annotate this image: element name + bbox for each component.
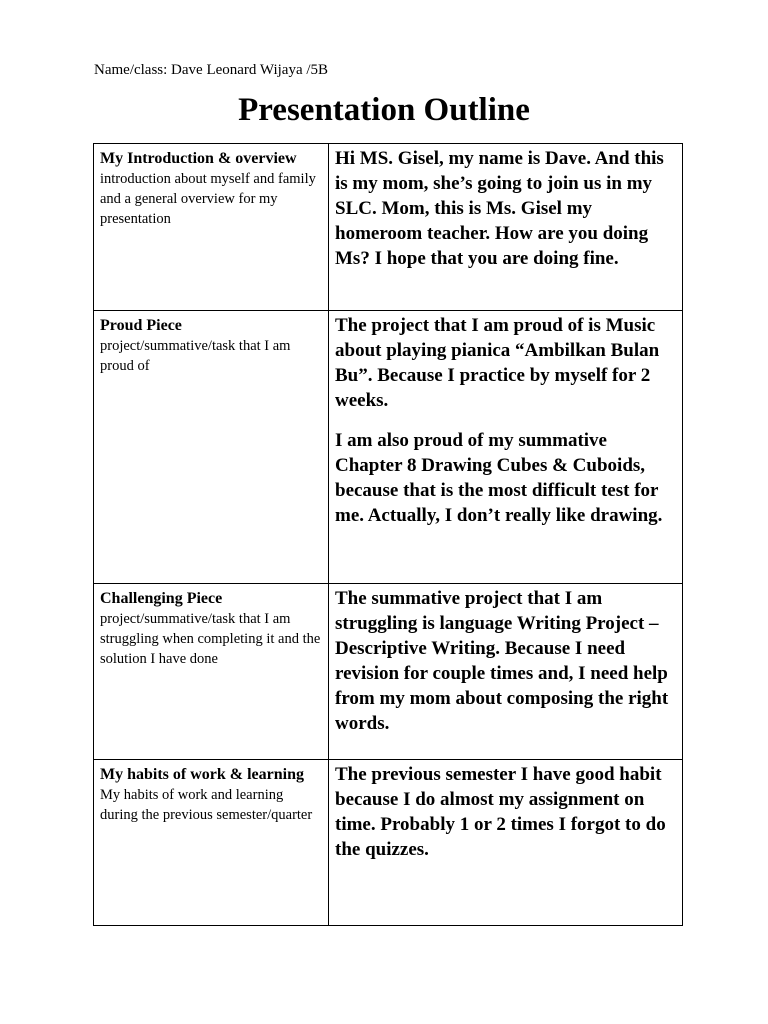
table-row-introduction bbox=[94, 144, 683, 311]
name-class-line: Name/class: Dave Leonard Wijaya /5B bbox=[94, 62, 329, 78]
row-label-cell bbox=[94, 311, 329, 584]
row-response-cell bbox=[329, 760, 683, 926]
row-heading: My Introduction & overview bbox=[100, 150, 297, 167]
row-description: My habits of work and learning during the previous semester/quarter bbox=[100, 787, 313, 823]
row-label-cell bbox=[94, 144, 329, 311]
row-response-cell bbox=[329, 584, 683, 760]
response-paragraph: The summative project that I am struggling is language Writing Project – Descriptive Writing. Because I need revision for couple times and, I need help from my mom about composing the right words. bbox=[335, 588, 669, 734]
outline-table bbox=[93, 143, 683, 926]
table-row-challenging-piece bbox=[94, 584, 683, 760]
row-description: introduction about myself and family and a general overview for my presentation bbox=[100, 171, 316, 227]
page-title: Presentation Outline bbox=[238, 92, 530, 128]
table-row-habits bbox=[94, 760, 683, 926]
row-description: project/summative/task that I am struggling when completing it and the solution I have done bbox=[100, 611, 321, 667]
table-row-proud-piece bbox=[94, 311, 683, 584]
row-heading: Challenging Piece bbox=[100, 590, 223, 607]
row-label-cell bbox=[94, 584, 329, 760]
row-response-cell bbox=[329, 311, 683, 584]
response-paragraph: The project that I am proud of is Music about playing pianica “Ambilkan Bulan Bu”. Because I practice by myself for 2 weeks. bbox=[335, 315, 660, 411]
row-heading: My habits of work & learning bbox=[100, 766, 304, 783]
row-description: project/summative/task that I am proud of bbox=[100, 338, 291, 374]
row-heading: Proud Piece bbox=[100, 317, 182, 334]
response-paragraph: I am also proud of my summative Chapter 8 Drawing Cubes & Cuboids, because that is the most difficult test for me. Actually, I don’t really like drawing. bbox=[335, 430, 663, 526]
response-paragraph: Hi MS. Gisel, my name is Dave. And this is my mom, she’s going to join us in my SLC. Mom, this is Ms. Gisel my homeroom teacher. How are you doing Ms? I hope that you are doing fine. bbox=[335, 148, 664, 269]
response-paragraph: The previous semester I have good habit because I do almost my assignment on time. Probably 1 or 2 times I forgot to do the quizzes. bbox=[335, 764, 666, 860]
row-response-cell bbox=[329, 144, 683, 311]
row-label-cell bbox=[94, 760, 329, 926]
